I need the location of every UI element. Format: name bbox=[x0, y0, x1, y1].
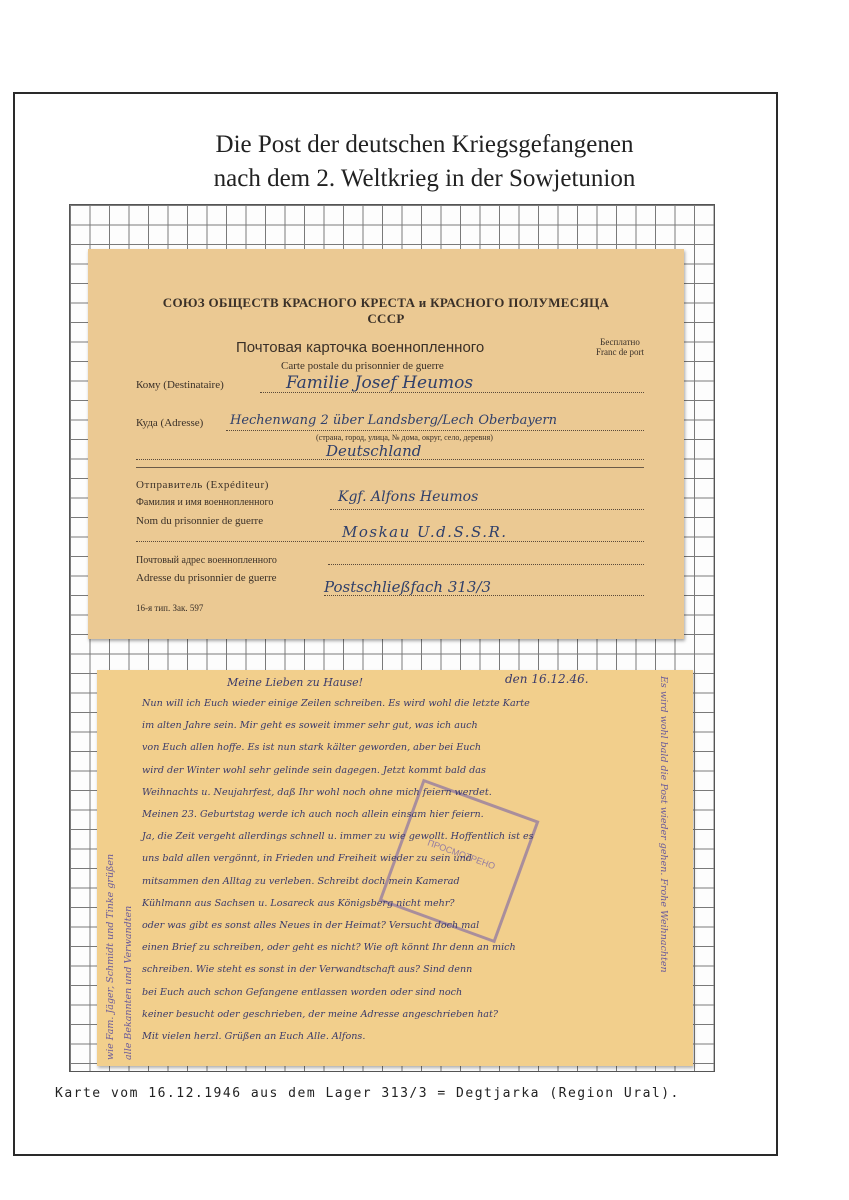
letter-line: Ja, die Zeit vergeht allerdings schnell u. immer zu wie gewollt. Hoffentlich ist es bbox=[142, 831, 534, 843]
card-title: Почтовая карточка военнопленного bbox=[236, 339, 485, 356]
letter-date: den 16.12.46. bbox=[505, 672, 589, 686]
card-org-line2: СССР bbox=[367, 311, 405, 326]
letter-line: von Euch allen hoffe. Es ist nun stark kälter geworden, aber bei Euch bbox=[142, 742, 482, 754]
postal-address-label-ru: Почтовый адрес военнопленного bbox=[136, 555, 277, 566]
side-note-right: Es wird wohl bald die Post wieder gehen. Frohe Weihnachten bbox=[658, 676, 669, 973]
letter-line: mitsammen den Alltag zu verleben. Schreibt doch mein Kamerad bbox=[142, 875, 460, 887]
letter-line: im alten Jahre sein. Mir geht es soweit immer sehr gut, was ich auch bbox=[142, 720, 478, 732]
letter-line: oder was gibt es sonst alles Neues in der Heimat? Versucht doch mal bbox=[142, 920, 480, 931]
letter-line: wird der Winter wohl sehr gelinde sein dagegen. Jetzt kommt bald das bbox=[142, 764, 486, 776]
address-hint: (страна, город, улица, № дома, округ, село, деревня) bbox=[316, 433, 493, 442]
postcard-front bbox=[88, 249, 684, 639]
page-caption: Karte vom 16.12.1946 aus dem Lager 313/3 = Degtjarka (Region Ural). bbox=[55, 1086, 680, 1101]
postal-address-value: Postschließfach 313/3 bbox=[324, 578, 492, 596]
letter-line: bei Euch auch schon Gefangene entlassen worden oder sind noch bbox=[142, 986, 463, 998]
side-note-left-1: alle Bekannten und Verwandten bbox=[123, 905, 134, 1060]
letter-line: Kühlmann aus Sachsen u. Losareck aus Königsberg nicht mehr? bbox=[142, 897, 455, 909]
free-postage-ru: Бесплатно bbox=[600, 337, 640, 347]
letter-line: Meinen 23. Geburtstag werde ich auch noch allein einsam hier feiern. bbox=[142, 809, 484, 820]
name-label-ru: Фамилия и имя военнопленного bbox=[136, 497, 274, 508]
letter-line: einen Brief zu schreiben, oder geht es nicht? Wie oft könnt Ihr denn an mich bbox=[142, 942, 516, 954]
prisoner-name-value: Kgf. Alfons Heumos bbox=[338, 489, 479, 505]
letter-line: Mit vielen herzl. Grüßen an Euch Alle. Alfons. bbox=[142, 1031, 366, 1042]
censor-stamp-text: ПРОСМОТРЕНО bbox=[426, 837, 497, 872]
address-line-1 bbox=[226, 430, 644, 431]
address-country: Deutschland bbox=[326, 442, 422, 460]
address-value: Hechenwang 2 über Landsberg/Lech Oberbayern bbox=[230, 413, 557, 428]
letter-line: schreiben. Wie steht es sonst in der Verwandtschaft aus? Sind denn bbox=[142, 964, 473, 976]
prisoner-place-value: Moskau U.d.S.S.R. bbox=[342, 523, 508, 541]
letter-line: Weihnachts u. Neujahrfest, daß Ihr wohl noch ohne mich feiern werdet. bbox=[142, 786, 492, 798]
card-divider bbox=[136, 467, 644, 468]
title-line-2: nach dem 2. Weltkrieg in der Sowjetunion bbox=[213, 165, 636, 192]
card-org-line1: СОЮЗ ОБЩЕСТВ КРАСНОГО КРЕСТА и КРАСНОГО ПОЛУМЕСЯЦА bbox=[162, 295, 610, 310]
side-note-left-2: wie Fam. Jäger, Schmidt und Tinke grüßen bbox=[105, 853, 116, 1060]
page-title bbox=[0, 128, 849, 196]
sender-label: Отправитель (Expéditeur) bbox=[136, 479, 270, 491]
free-postage-fr: Franc de port bbox=[596, 347, 644, 357]
to-label: Кому (Destinataire) bbox=[136, 379, 224, 391]
printer-mark: 16-я тип. Зак. 597 bbox=[136, 603, 204, 613]
title-line-1: Die Post der deutschen Kriegsgefangenen bbox=[215, 131, 634, 158]
letter-line: Nun will ich Euch wieder einige Zeilen schreiben. Es wird wohl die letzte Karte bbox=[142, 698, 530, 709]
letter-line: uns bald allen vergönnt, in Frieden und Freiheit wieder zu sein und bbox=[142, 853, 472, 865]
to-value: Familie Josef Heumos bbox=[286, 373, 474, 393]
letter-line: keiner besucht oder geschrieben, der meine Adresse angeschrieben hat? bbox=[142, 1008, 498, 1020]
postal-address-line-1 bbox=[328, 564, 644, 565]
free-postage-mark bbox=[596, 337, 644, 357]
card-title-fr: Carte postale du prisonnier de guerre bbox=[281, 360, 444, 372]
name-line-2 bbox=[136, 541, 644, 542]
name-line bbox=[330, 509, 644, 510]
letter-greeting: Meine Lieben zu Hause! bbox=[227, 676, 364, 689]
postcard-back-letter bbox=[97, 670, 693, 1066]
name-label-fr: Nom du prisonnier de guerre bbox=[136, 515, 264, 527]
postal-address-label-fr: Adresse du prisonnier de guerre bbox=[136, 572, 277, 584]
address-label: Куда (Adresse) bbox=[136, 417, 204, 429]
